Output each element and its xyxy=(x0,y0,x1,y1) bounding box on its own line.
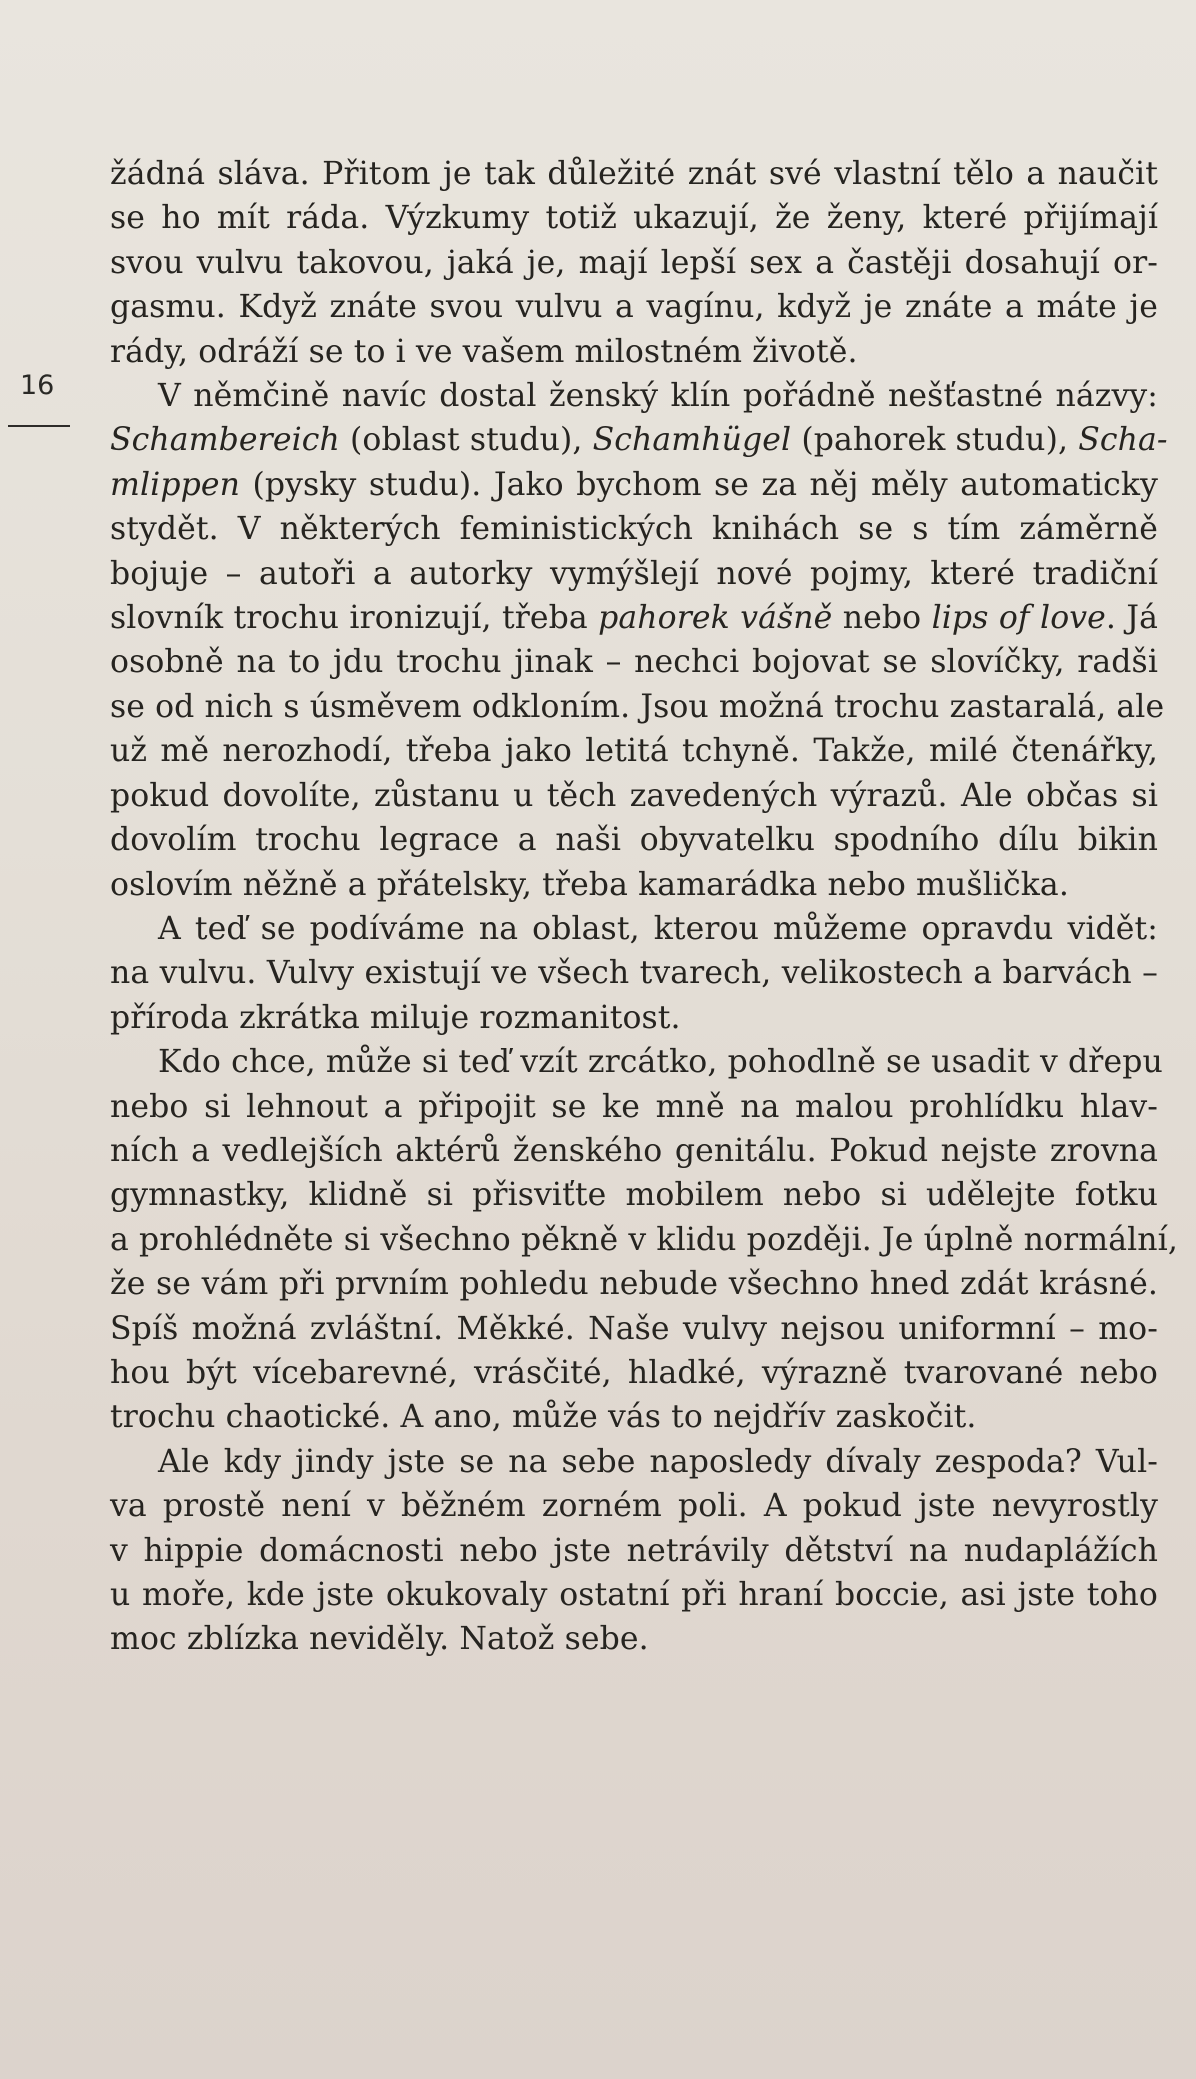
text-line xyxy=(110,285,1158,329)
text-line xyxy=(110,774,1158,818)
text-run: stydět. V některých feministických knihách se s tím záměrně xyxy=(110,511,1158,548)
text-run: a prohlédněte si všechno pěkně v klidu později. Je úplně normální, xyxy=(110,1221,1178,1258)
text-run: v hippie domácnosti nebo jste netrávily dětství na nudaplážích xyxy=(110,1532,1158,1569)
text-run: moc zblízka neviděly. Natož sebe. xyxy=(110,1621,649,1658)
paragraph xyxy=(110,907,1158,1040)
text-run: nebo xyxy=(832,600,932,637)
paragraph xyxy=(110,1440,1158,1662)
text-run: Spíš možná zvláštní. Měkké. Naše vulvy nejsou uniformní – mo- xyxy=(110,1310,1158,1347)
text-run: . Já xyxy=(1105,600,1158,637)
text-run: hou být vícebarevné, vrásčité, hladké, výrazně tvarované nebo xyxy=(110,1354,1158,1391)
text-line xyxy=(110,152,1158,196)
text-line xyxy=(110,1218,1178,1262)
italic-term: Schamhügel xyxy=(592,422,792,459)
text-line xyxy=(110,1351,1158,1395)
page-number-rule xyxy=(8,425,70,427)
italic-term: Scha- xyxy=(1078,422,1168,459)
text-run: gasmu. Když znáte svou vulvu a vagínu, když je znáte a máte je xyxy=(110,289,1158,326)
italic-term: mlippen xyxy=(110,466,240,503)
text-run: Kdo chce, může si teď vzít zrcátko, pohodlně se usadit v dřepu xyxy=(158,1044,1163,1081)
text-run: se od nich s úsměvem odkloním. Jsou možná trochu zastaralá, ale xyxy=(110,688,1165,725)
text-run: žádná sláva. Přitom je tak důležité znát své vlastní tělo a naučit xyxy=(110,156,1158,192)
text-line xyxy=(110,1262,1158,1306)
text-run: gymnastky, klidně si přisviťte mobilem nebo si udělejte fotku xyxy=(110,1177,1158,1214)
text-line xyxy=(110,596,1158,640)
italic-term: Schambereich xyxy=(110,422,340,459)
italic-term: pahorek vášně xyxy=(598,600,833,637)
page-number: 16 xyxy=(20,370,55,401)
text-run: va prostě není v běžném zorném poli. A pokud jste nevyrostly xyxy=(110,1488,1158,1525)
text-run: u moře, kde jste okukovaly ostatní při hraní boccie, asi jste toho xyxy=(110,1577,1158,1613)
text-line xyxy=(110,1484,1158,1528)
text-run: slovník trochu ironizují, třeba xyxy=(110,600,599,637)
text-line xyxy=(110,1040,1163,1084)
text-line xyxy=(110,907,1158,951)
text-line xyxy=(110,552,1158,596)
text-line xyxy=(110,507,1158,551)
text-run: příroda zkrátka miluje rozmanitost. xyxy=(110,999,681,1036)
text-line xyxy=(110,1129,1158,1173)
text-run: (pahorek studu), xyxy=(791,422,1079,459)
text-line xyxy=(110,196,1158,240)
text-line xyxy=(110,1395,1158,1439)
text-line xyxy=(110,330,1158,374)
body-text xyxy=(110,152,1178,1662)
text-run: dovolím trochu legrace a naši obyvatelku spodního dílu bikin xyxy=(110,822,1158,859)
text-run: ních a vedlejších aktérů ženského genitálu. Pokud nejste zrovna xyxy=(110,1132,1158,1169)
text-run: pokud dovolíte, zůstanu u těch zavedených výrazů. Ale občas si xyxy=(110,777,1158,814)
text-line xyxy=(110,1617,1158,1661)
text-run: A teď se podíváme na oblast, kterou můžeme opravdu vidět: xyxy=(158,910,1158,947)
text-line xyxy=(110,241,1158,285)
text-run: na vulvu. Vulvy existují ve všech tvarech, velikostech a barvách – xyxy=(110,955,1158,992)
text-line xyxy=(110,729,1158,773)
text-run: trochu chaotické. A ano, může vás to nejdřív zaskočit. xyxy=(110,1399,977,1436)
text-line xyxy=(110,374,1158,418)
text-run: už mě nerozhodí, třeba jako letitá tchyně. Takže, milé čtenářky, xyxy=(110,733,1158,770)
text-line xyxy=(110,818,1158,862)
italic-term: lips of love xyxy=(931,600,1106,637)
text-line xyxy=(110,1173,1158,1217)
text-line xyxy=(110,1529,1158,1573)
text-line xyxy=(110,863,1158,907)
text-line xyxy=(110,418,1168,462)
text-line xyxy=(110,1085,1158,1129)
text-line xyxy=(110,1573,1158,1617)
paragraph xyxy=(110,374,1168,907)
text-line xyxy=(110,1440,1158,1484)
text-line xyxy=(110,951,1158,995)
text-run: svou vulvu takovou, jaká je, mají lepší sex a častěji dosahují or- xyxy=(110,244,1158,281)
text-run: bojuje – autoři a autorky vymýšlejí nové pojmy, které tradiční xyxy=(110,555,1158,592)
paragraph xyxy=(110,1040,1178,1440)
text-run: se ho mít ráda. Výzkumy totiž ukazují, že ženy, které přijímají xyxy=(110,200,1158,237)
text-run: Ale kdy jindy jste se na sebe naposledy dívaly zespoda? Vul- xyxy=(158,1443,1158,1480)
text-run: rády, odráží se to i ve vašem milostném životě. xyxy=(110,333,858,370)
text-run: že se vám při prvním pohledu nebude všechno hned zdát krásné. xyxy=(110,1266,1158,1303)
text-line xyxy=(110,640,1158,684)
text-run: oslovím něžně a přátelsky, třeba kamarádka nebo mušlička. xyxy=(110,866,1069,903)
text-run: (pysky studu). Jako bychom se za něj měly automaticky xyxy=(239,466,1158,503)
text-run: (oblast studu), xyxy=(339,422,593,459)
text-run: osobně na to jdu trochu jinak – nechci bojovat se slovíčky, radši xyxy=(110,644,1158,681)
paragraph xyxy=(110,152,1158,374)
text-line xyxy=(110,1307,1158,1351)
text-run: nebo si lehnout a připojit se ke mně na malou prohlídku hlav- xyxy=(110,1088,1158,1125)
text-run: V němčině navíc dostal ženský klín pořádně nešťastné názvy: xyxy=(158,378,1158,415)
text-line xyxy=(110,685,1165,729)
text-line xyxy=(110,996,1158,1040)
text-line xyxy=(110,463,1158,507)
